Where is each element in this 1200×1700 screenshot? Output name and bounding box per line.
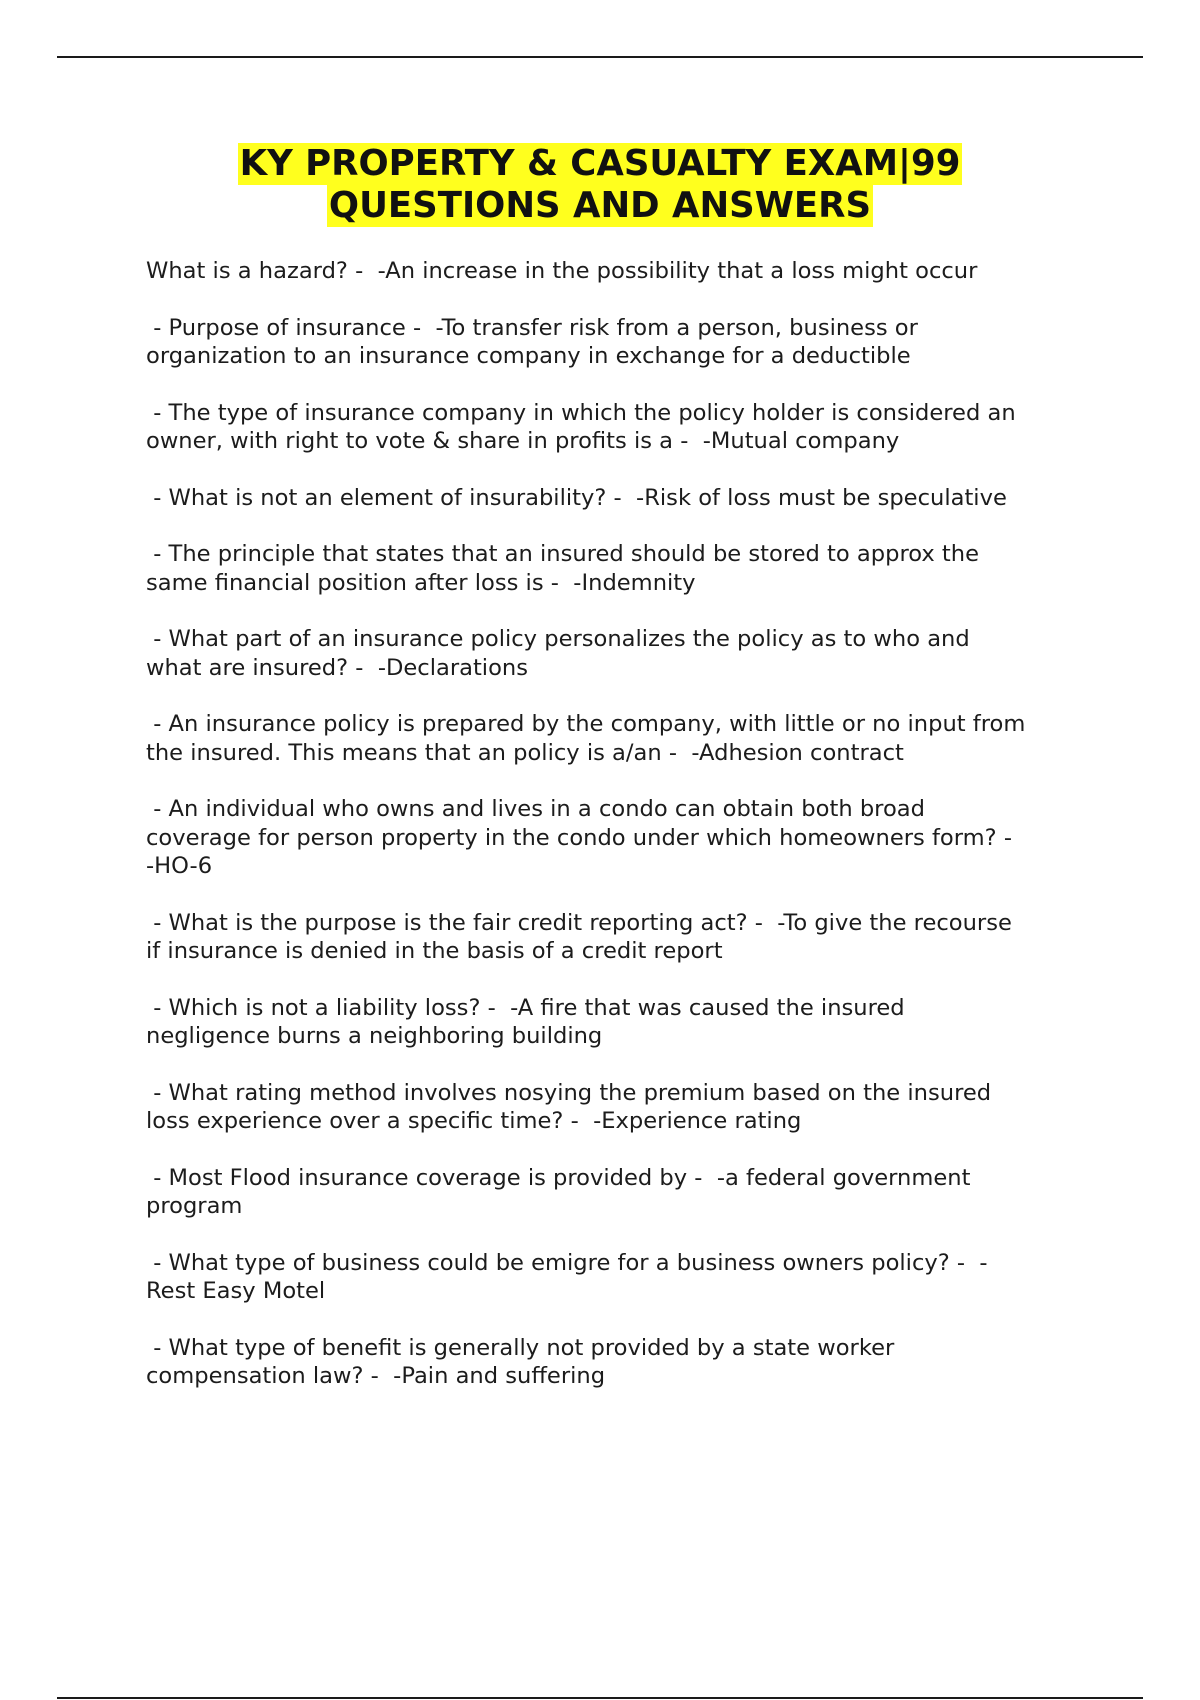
qa-item: - An individual who owns and lives in a condo can obtain both broad coverage for person property in the condo under which homeowners form? - -HO-6 — [146, 796, 1012, 879]
qa-item: - An insurance policy is prepared by the company, with little or no input from the insured. This means that an policy is a/an - -Adhesion contract — [146, 711, 1026, 766]
qa-item: - What part of an insurance policy personalizes the policy as to who and what are insured? - -Declarations — [146, 626, 970, 681]
qa-item: - What type of business could be emigre for a business owners policy? - - Rest Easy Motel — [146, 1249, 988, 1304]
title-line-2: QUESTIONS AND ANSWERS — [328, 185, 872, 226]
title-line-1: KY PROPERTY & CASUALTY EXAM|99 — [239, 143, 961, 184]
qa-item: - What is the purpose is the fair credit reporting act? - -To give the recourse if insurance is denied in the basis of a credit report — [146, 909, 1012, 964]
document-title — [0, 143, 1200, 227]
top-rule — [57, 56, 1143, 58]
qa-item: - Purpose of insurance - -To transfer risk from a person, business or organization to an insurance company in exchange for a deductible — [146, 314, 918, 369]
qa-item: - The type of insurance company in which the policy holder is considered an owner, with right to vote & share in profits is a - -Mutual company — [146, 399, 1016, 454]
qa-item: - Most Flood insurance coverage is provided by - -a federal government program — [146, 1164, 971, 1219]
qa-item: - What type of benefit is generally not provided by a state worker compensation law? - -Pain and suffering — [146, 1334, 895, 1389]
qa-item: - Which is not a liability loss? - -A fire that was caused the insured negligence burns a neighboring building — [146, 994, 905, 1049]
qa-item: - The principle that states that an insured should be stored to approx the same financial position after loss is - -Indemnity — [146, 541, 979, 596]
qa-list — [146, 257, 1106, 1419]
qa-item: - What is not an element of insurability? - -Risk of loss must be speculative — [146, 484, 1007, 511]
qa-item: - What rating method involves nosying the premium based on the insured loss experience over a specific time? - -Experience rating — [146, 1079, 992, 1134]
bottom-rule — [57, 1697, 1143, 1699]
qa-item: What is a hazard? - -An increase in the possibility that a loss might occur — [146, 258, 978, 284]
